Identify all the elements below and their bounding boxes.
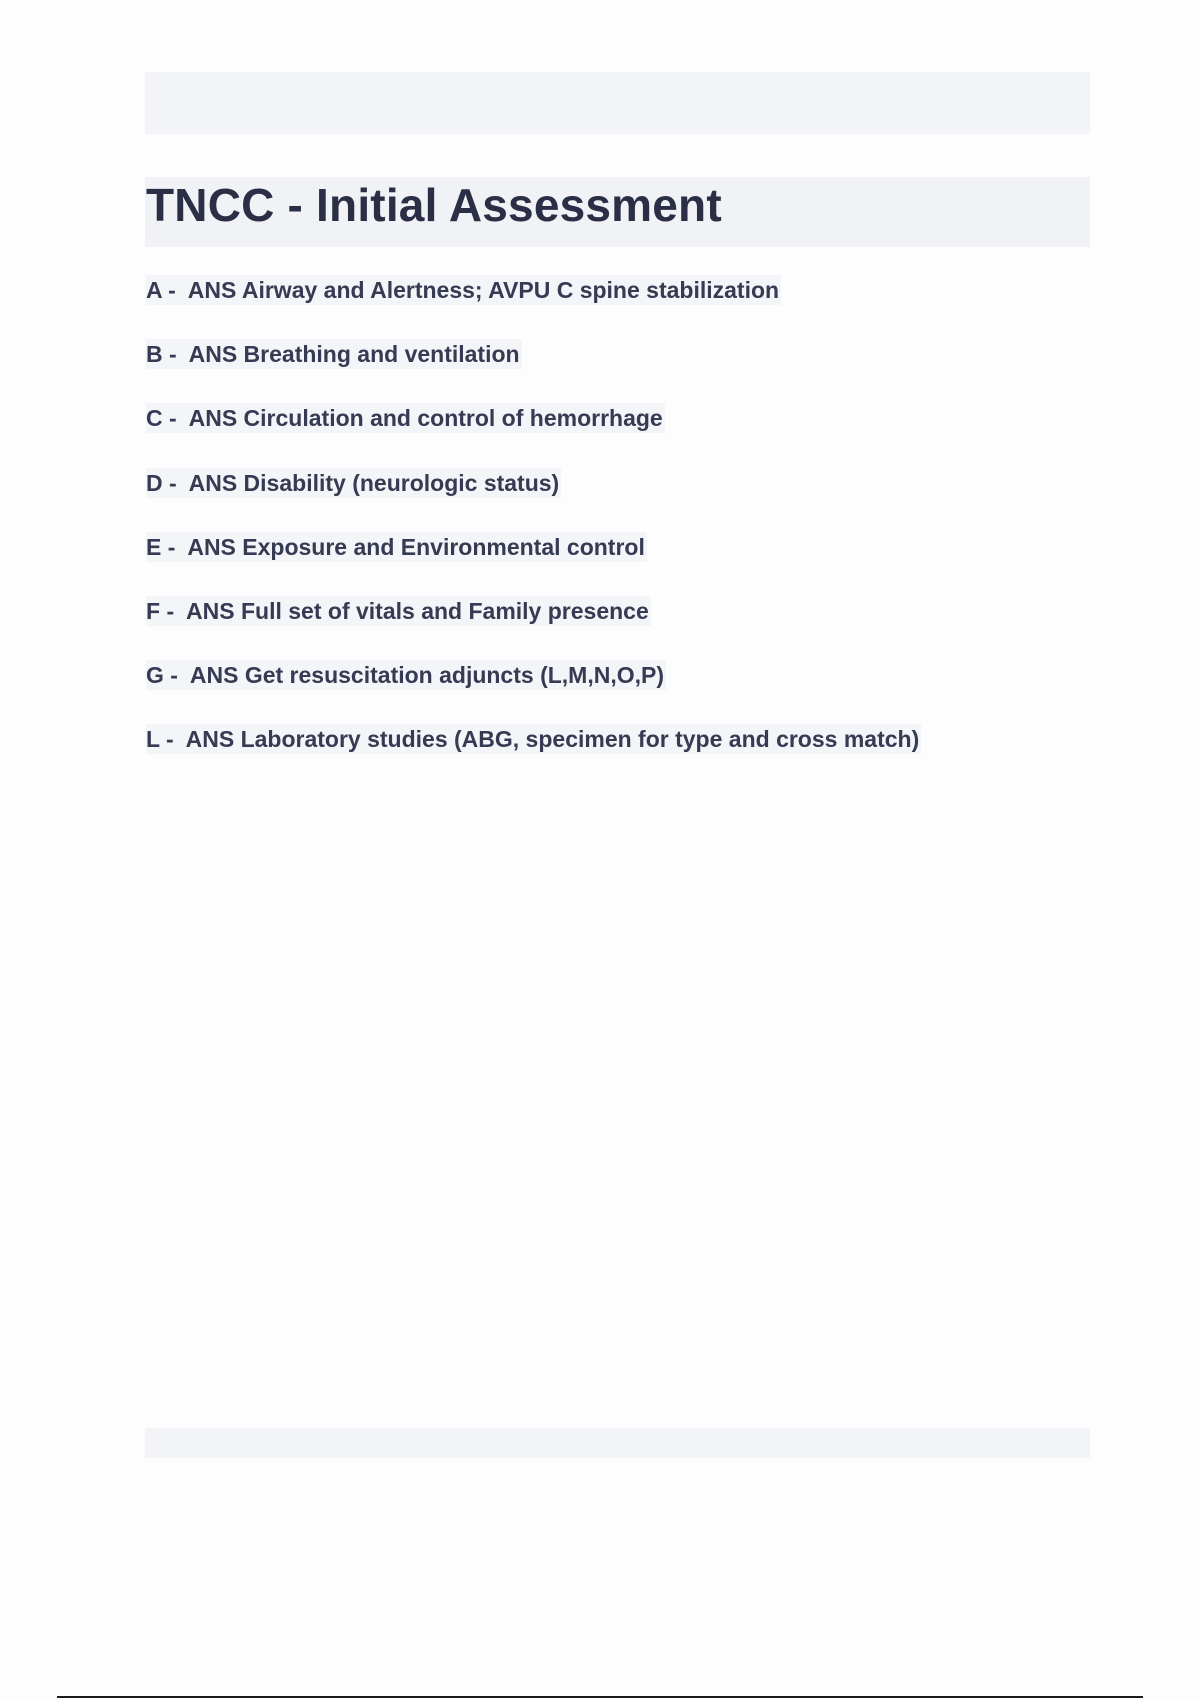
- header-band: [145, 72, 1090, 134]
- list-item-text: [146, 468, 561, 498]
- item-separator: -: [162, 469, 189, 496]
- item-answer: ANS Full set of vitals and Family presence: [186, 597, 649, 624]
- item-letter: A: [146, 277, 162, 303]
- item-answer: ANS Breathing and ventilation: [188, 341, 520, 368]
- item-separator: -: [161, 277, 188, 303]
- list-item: [146, 275, 921, 339]
- item-letter: L: [146, 726, 160, 753]
- list-item: [146, 403, 921, 467]
- item-separator: -: [162, 341, 189, 368]
- item-letter: B: [146, 341, 163, 368]
- item-answer: ANS Circulation and control of hemorrhage: [188, 405, 663, 432]
- list-item-text: [146, 724, 921, 754]
- list-item: [146, 468, 921, 532]
- item-letter: D: [146, 469, 163, 496]
- item-answer: ANS Disability (neurologic status): [188, 469, 560, 496]
- assessment-list: [146, 275, 921, 789]
- item-answer: ANS Laboratory studies (ABG, specimen for type and cross match): [185, 726, 920, 753]
- item-separator: -: [160, 597, 187, 624]
- document-title: TNCC - Initial Assessment: [146, 179, 722, 231]
- item-answer: ANS Airway and Alertness; AVPU C spine stabilization: [187, 277, 780, 303]
- list-item-text: [146, 339, 522, 369]
- list-item: [146, 532, 921, 596]
- list-item-text: [146, 275, 781, 305]
- item-separator: -: [163, 662, 190, 689]
- list-item-text: [146, 532, 647, 562]
- list-item-text: [146, 660, 666, 690]
- list-item-text: [146, 596, 651, 626]
- item-separator: -: [162, 405, 189, 432]
- item-letter: F: [146, 597, 161, 624]
- list-item: [146, 339, 921, 403]
- item-answer: ANS Get resuscitation adjuncts (L,M,N,O,P): [189, 662, 664, 689]
- list-item: [146, 660, 921, 724]
- item-letter: E: [146, 533, 162, 560]
- item-letter: C: [146, 405, 163, 432]
- item-answer: ANS Exposure and Environmental control: [187, 533, 645, 560]
- item-separator: -: [159, 726, 186, 753]
- item-letter: G: [146, 662, 164, 689]
- footer-band: [145, 1428, 1090, 1458]
- list-item: [146, 596, 921, 660]
- page-bottom-rule: [57, 1696, 1143, 1698]
- list-item: [146, 724, 921, 788]
- list-item-text: [146, 403, 665, 433]
- item-separator: -: [161, 533, 188, 560]
